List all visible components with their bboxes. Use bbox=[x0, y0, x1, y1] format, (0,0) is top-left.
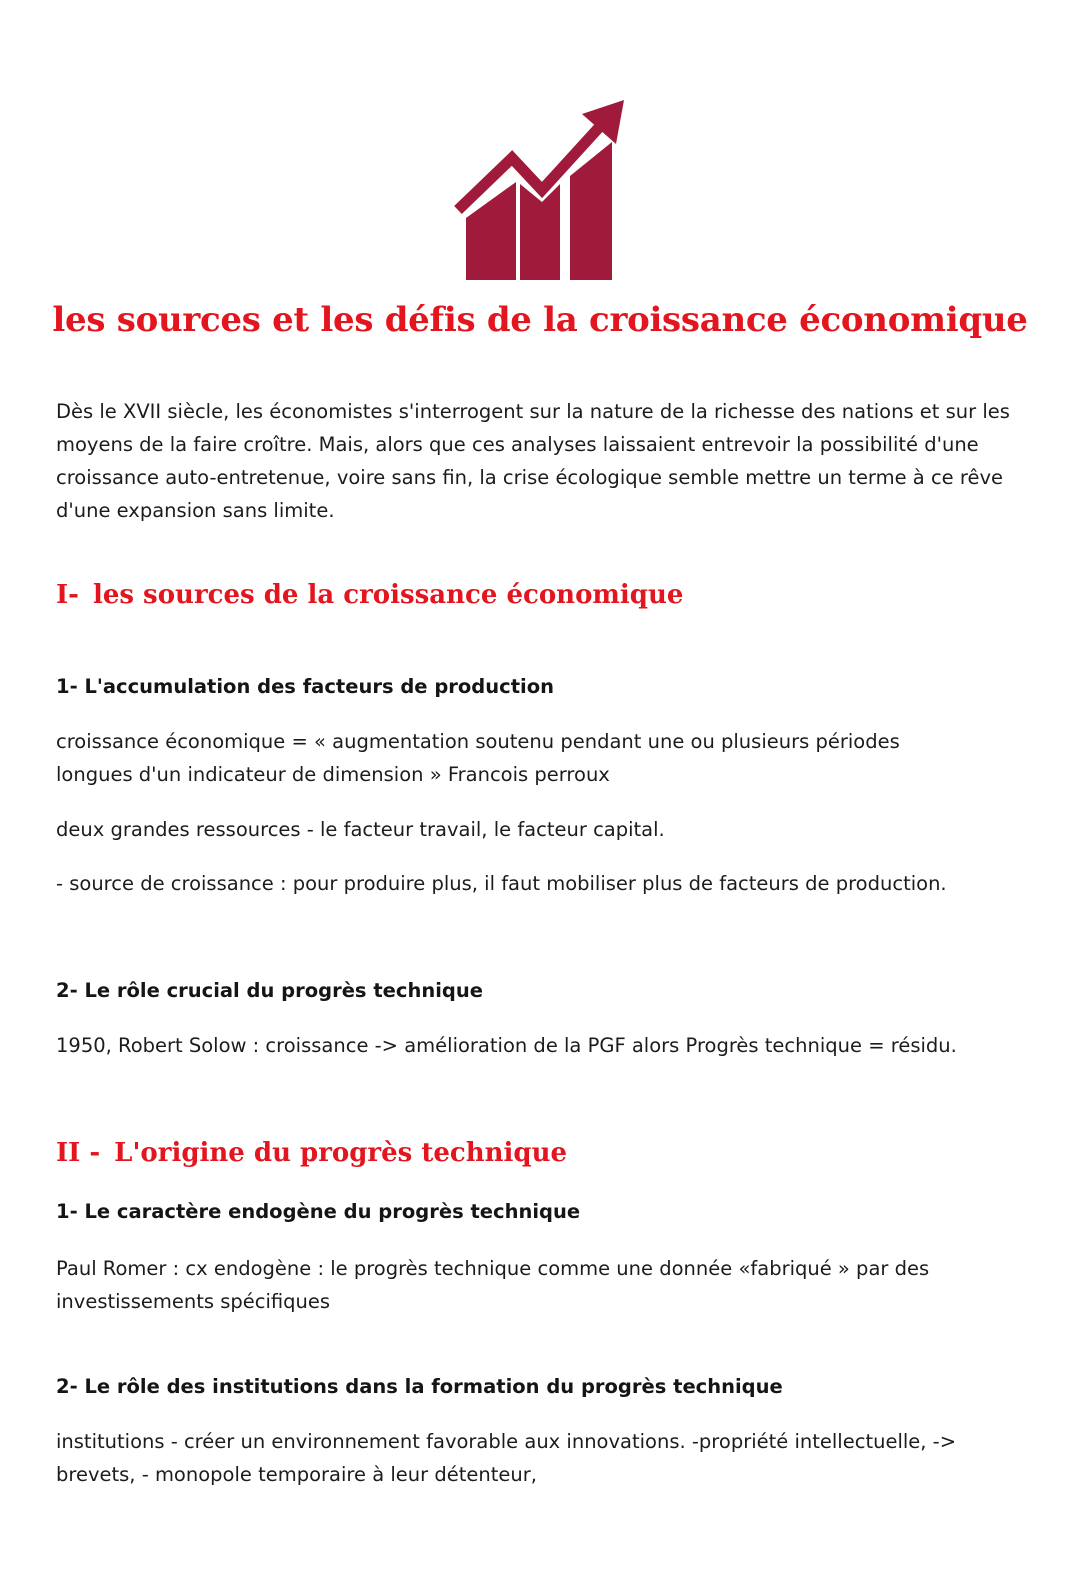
section-2-title: L'origine du progrès technique bbox=[114, 1138, 568, 1168]
section-1-sub-1-paragraph-3: - source de croissance : pour produire plus, il faut mobiliser plus de facteurs de production. bbox=[56, 872, 947, 895]
page-title: les sources et les défis de la croissance économique bbox=[52, 300, 1028, 340]
section-1-sub-1-heading: 1- L'accumulation des facteurs de production bbox=[56, 675, 554, 698]
section-2-sub-2-paragraph-1: institutions - créer un environnement favorable aux innovations. -propriété intellectuelle, -> brevets, - monopole temporaire à leur détenteur, bbox=[56, 1430, 957, 1486]
section-1-sub-2-paragraph-1: 1950, Robert Solow : croissance -> amélioration de la PGF alors Progrès technique = résidu. bbox=[56, 1034, 957, 1057]
section-2-number: II - bbox=[56, 1138, 101, 1168]
section-1-number: I- bbox=[56, 580, 79, 610]
section-2-sub-1-paragraph-1: Paul Romer : cx endogène : le progrès technique comme une donnée «fabriqué » par des investissements spécifiques bbox=[56, 1257, 930, 1313]
section-1-sub-2-heading: 2- Le rôle crucial du progrès technique bbox=[56, 979, 483, 1002]
section-2-sub-1-heading: 1- Le caractère endogène du progrès technique bbox=[56, 1200, 581, 1223]
section-2-heading bbox=[56, 1138, 567, 1168]
section-1-sub-1-paragraph-1: croissance économique = « augmentation soutenu pendant une ou plusieurs périodes longues d'un indicateur de dimension » Francois perroux bbox=[56, 730, 900, 786]
growth-chart-bar-2 bbox=[520, 184, 560, 280]
section-1-sub-1-paragraph-2: deux grandes ressources - le facteur travail, le facteur capital. bbox=[56, 818, 665, 841]
section-1-heading bbox=[56, 580, 683, 610]
section-1-title: les sources de la croissance économique bbox=[92, 580, 684, 610]
growth-chart-bar-3 bbox=[570, 142, 612, 280]
intro-paragraph: Dès le XVII siècle, les économistes s'interrogent sur la nature de la richesse des nations et sur les moyens de la faire croître. Mais, alors que ces analyses laissaient entrevoir la possibilité d'une croissance auto-entretenue, voire sans fin, la crise écologique semble mettre un terme à ce rêve d'une expansion sans limite. bbox=[56, 400, 1010, 522]
growth-chart-icon bbox=[454, 100, 626, 282]
section-2-sub-2-heading: 2- Le rôle des institutions dans la formation du progrès technique bbox=[56, 1375, 783, 1398]
